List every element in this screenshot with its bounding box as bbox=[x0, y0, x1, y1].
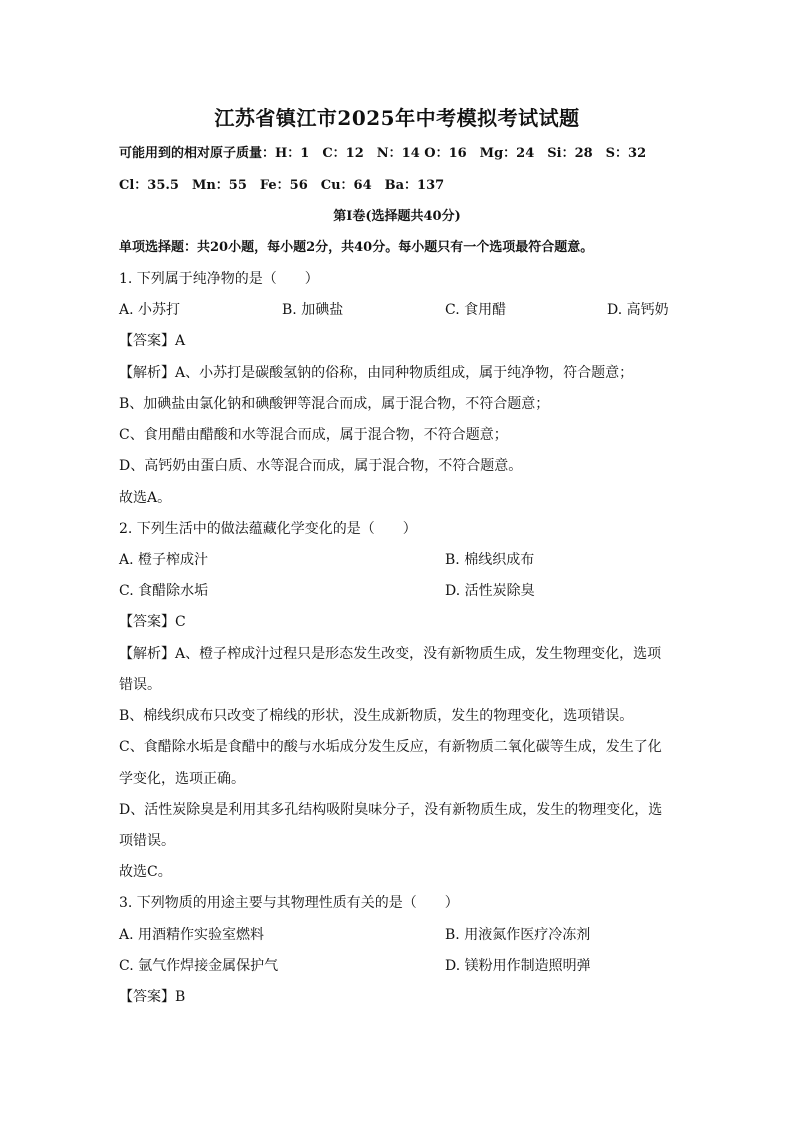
analysis-conclusion: 故选C。 bbox=[119, 864, 172, 880]
analysis-line: 【解析】A、橙子榨成汁过程只是形态发生改变，没有新物质生成，发生物理变化，选项 bbox=[119, 646, 662, 662]
option-a: A. 用酒精作实验室燃料 bbox=[119, 927, 265, 943]
option-b: B. 用液氮作医疗冷冻剂 bbox=[445, 927, 591, 943]
option-b: B. 棉线织成布 bbox=[445, 552, 535, 568]
analysis-line: D、高钙奶由蛋白质、水等混合而成，属于混合物，不符合题意。 bbox=[119, 458, 523, 474]
option-d: D. 活性炭除臭 bbox=[445, 583, 535, 599]
question-stem: 3. 下列物质的用途主要与其物理性质有关的是（ ） bbox=[119, 895, 459, 911]
option-a: A. 小苏打 bbox=[119, 302, 181, 318]
analysis-line: B、加碘盐由氯化钠和碘酸钾等混合而成，属于混合物，不符合题意； bbox=[119, 396, 550, 412]
analysis-line: 项错误。 bbox=[119, 833, 175, 849]
option-c: C. 食醋除水垢 bbox=[119, 583, 209, 599]
analysis-line: D、活性炭除臭是利用其多孔结构吸附臭味分子，没有新物质生成，发生的物理变化，选 bbox=[119, 802, 663, 818]
page-title: 江苏省镇江市2025年中考模拟考试试题 bbox=[214, 106, 580, 130]
option-d: D. 高钙奶 bbox=[607, 302, 669, 318]
question-stem: 1. 下列属于纯净物的是（ ） bbox=[119, 271, 319, 287]
instructions: 单项选择题：共20小题，每小题2分，共40分。每小题只有一个选项最符合题意。 bbox=[119, 240, 594, 255]
option-c: C. 氩气作焊接金属保护气 bbox=[119, 958, 279, 974]
analysis-line: B、棉线织成布只改变了棉线的形状，没生成新物质，发生的物理变化，选项错误。 bbox=[119, 708, 634, 724]
section-header: 第Ⅰ卷(选择题共40分) bbox=[333, 209, 461, 224]
option-c: C. 食用醋 bbox=[445, 302, 507, 318]
atomic-mass-line-1: 可能用到的相对原子质量：H：1 C：12 N：14 O：16 Mg：24 Si：28 S：32 bbox=[119, 146, 647, 161]
option-b: B. 加碘盐 bbox=[282, 302, 344, 318]
answer: 【答案】C bbox=[119, 614, 186, 630]
answer: 【答案】B bbox=[119, 989, 186, 1005]
question-stem: 2. 下列生活中的做法蕴藏化学变化的是（ ） bbox=[119, 521, 417, 537]
option-a: A. 橙子榨成汁 bbox=[119, 552, 209, 568]
option-d: D. 镁粉用作制造照明弹 bbox=[445, 958, 591, 974]
analysis-conclusion: 故选A。 bbox=[119, 490, 172, 506]
answer: 【答案】A bbox=[119, 333, 186, 349]
analysis-line: C、食用醋由醋酸和水等混合而成，属于混合物，不符合题意； bbox=[119, 427, 508, 443]
analysis-line: 错误。 bbox=[119, 677, 161, 693]
analysis-line: 【解析】A、小苏打是碳酸氢钠的俗称，由同种物质组成，属于纯净物，符合题意； bbox=[119, 365, 634, 381]
analysis-line: C、食醋除水垢是食醋中的酸与水垢成分发生反应，有新物质二氧化碳等生成，发生了化 bbox=[119, 739, 662, 755]
analysis-line: 学变化，选项正确。 bbox=[119, 771, 245, 787]
atomic-mass-line-2: Cl：35.5 Mn：55 Fe：56 Cu：64 Ba：137 bbox=[119, 178, 445, 193]
